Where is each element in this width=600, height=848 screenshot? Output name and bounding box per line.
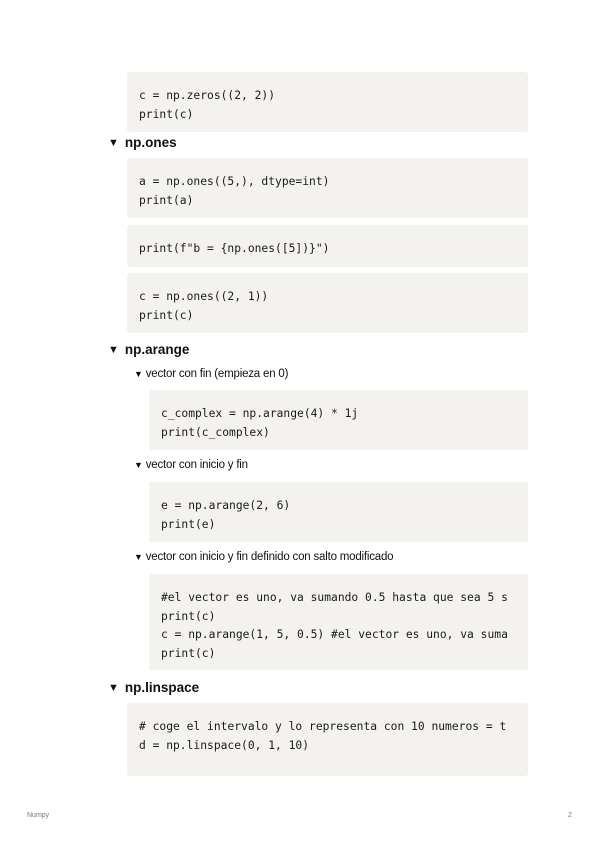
code-line: print(c_complex): [161, 425, 270, 439]
code-line: print(c): [161, 609, 216, 623]
code-line: c = np.arange(1, 5, 0.5) #el vector es uno, va suma: [161, 628, 508, 641]
subheading-label: vector con inicio y fin: [145, 459, 248, 471]
code-line: c = np.zeros((2, 2)): [139, 89, 276, 102]
section-heading-np-ones[interactable]: [108, 135, 177, 150]
code-line: a = np.ones((5,), dtype=int): [139, 175, 330, 188]
code-text: [139, 288, 528, 325]
code-text: [139, 718, 528, 755]
code-line: print(c): [139, 308, 194, 322]
code-text: [139, 173, 528, 210]
subheading-arange-end[interactable]: [134, 368, 288, 380]
code-line: print(c): [139, 107, 194, 121]
code-line: # coge el intervalo y lo representa con 10 numeros = t: [139, 720, 507, 733]
code-block-linspace-d[interactable]: [127, 703, 528, 776]
subheading-label: vector con fin (empieza en 0): [145, 368, 289, 380]
footer-title: Numpy: [27, 812, 50, 819]
code-text: [161, 405, 528, 442]
code-line: e = np.arange(2, 6): [161, 499, 291, 512]
code-line: print(a): [139, 193, 194, 207]
toggle-triangle-icon[interactable]: ▼: [108, 136, 119, 149]
code-text: [139, 240, 528, 259]
toggle-triangle-icon[interactable]: ▼: [134, 552, 143, 562]
code-line: print(e): [161, 517, 216, 531]
heading-label: np.linspace: [124, 680, 200, 695]
code-text: [139, 87, 528, 124]
code-line: d = np.linspace(0, 1, 10): [139, 738, 310, 752]
code-block-ones-c[interactable]: [127, 273, 528, 333]
code-block-arange-e[interactable]: [149, 482, 528, 542]
toggle-triangle-icon[interactable]: ▼: [134, 369, 143, 379]
code-block-arange-step[interactable]: [149, 574, 528, 670]
heading-label: np.ones: [124, 135, 177, 150]
toggle-triangle-icon[interactable]: ▼: [108, 681, 119, 694]
subheading-arange-step[interactable]: [134, 551, 393, 563]
subheading-arange-start-end[interactable]: [134, 459, 248, 471]
code-line: c = np.ones((2, 1)): [139, 290, 269, 303]
code-line: print(f"b = {np.ones([5])}"): [139, 242, 330, 255]
code-line: print(c): [161, 646, 216, 660]
code-text: [161, 497, 528, 534]
heading-label: np.arange: [124, 342, 190, 357]
toggle-triangle-icon[interactable]: ▼: [134, 460, 143, 470]
footer-page-number: 2: [568, 812, 572, 819]
code-text: [161, 589, 528, 663]
code-line: c_complex = np.arange(4) * 1j: [161, 407, 359, 420]
section-heading-np-arange[interactable]: [108, 342, 189, 357]
code-block-arange-complex[interactable]: [149, 390, 528, 450]
code-block-ones-b[interactable]: [127, 225, 528, 267]
section-heading-np-linspace[interactable]: [108, 680, 199, 695]
subheading-label: vector con inicio y fin definido con salto modificado: [145, 551, 394, 563]
toggle-triangle-icon[interactable]: ▼: [108, 343, 119, 356]
code-line: #el vector es uno, va sumando 0.5 hasta que sea 5 s: [161, 591, 508, 604]
code-block-zeros-c[interactable]: [127, 72, 528, 132]
code-block-ones-a[interactable]: [127, 158, 528, 218]
